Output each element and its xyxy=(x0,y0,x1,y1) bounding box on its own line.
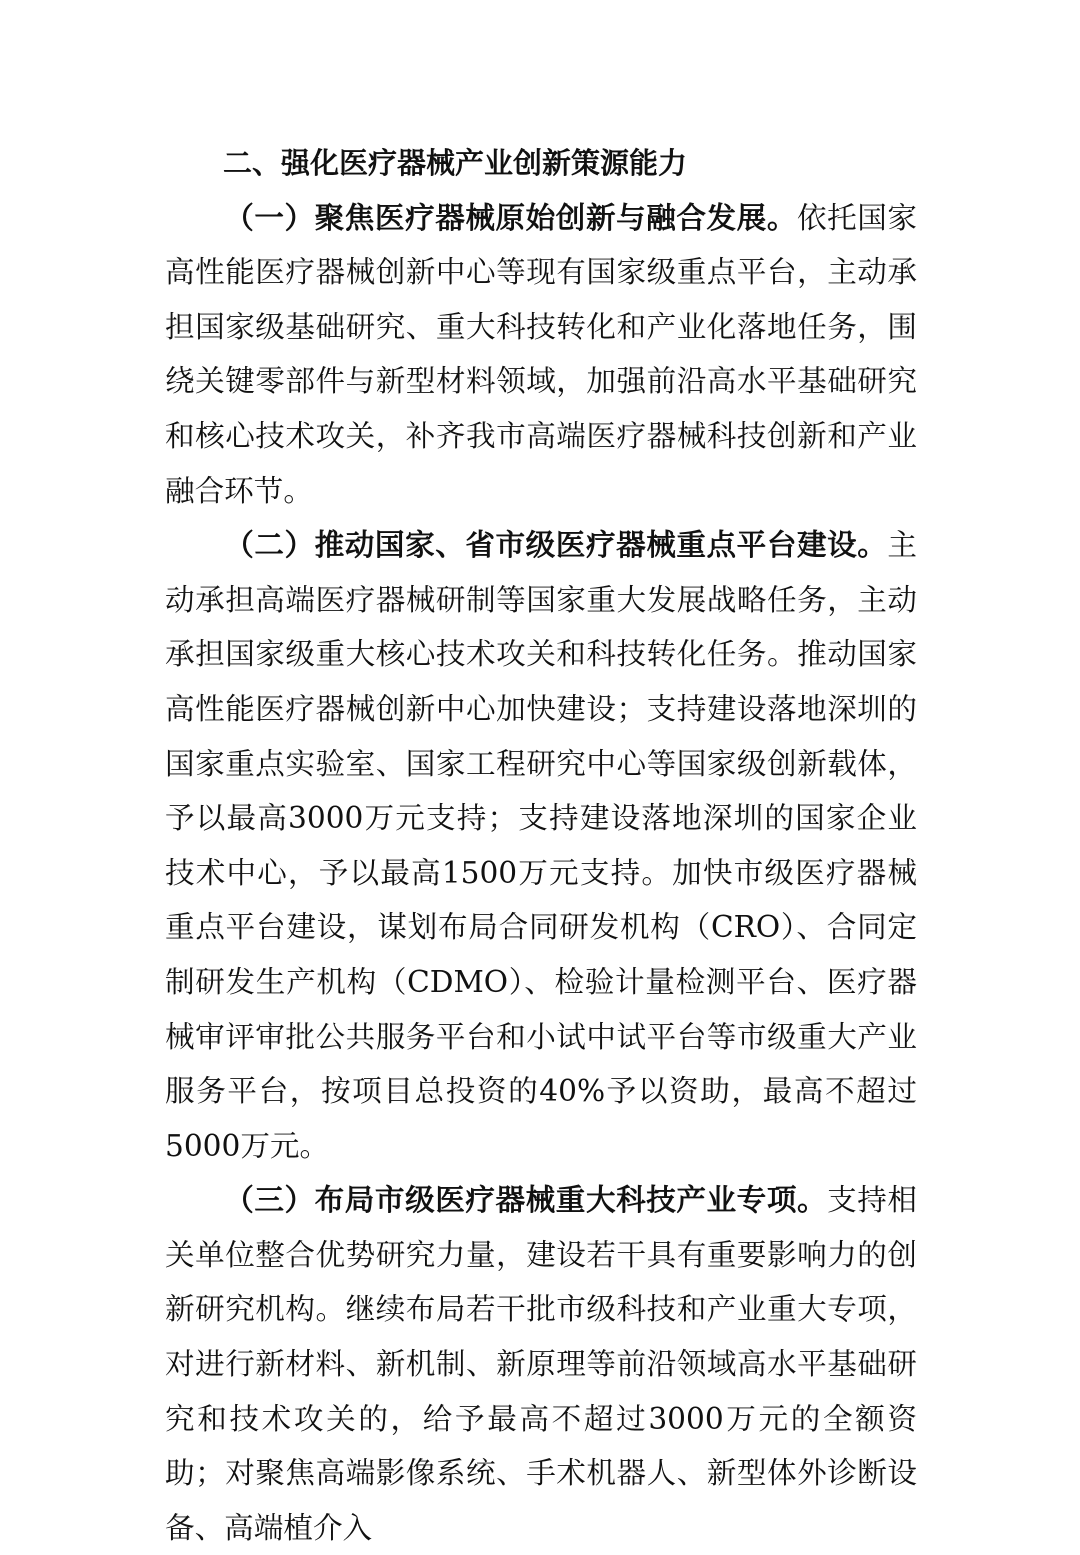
section-heading: 二、强化医疗器械产业创新策源能力 xyxy=(223,146,688,180)
paragraph-1 xyxy=(165,191,917,519)
paragraph-3-body: 支持相关单位整合优势研究力量，建设若干具有重要影响力的创新研究机构。继续布局若干批市级科技和产业重大专项，对进行新材料、新机制、新原理等前沿领域高水平基础研究和技术攻关的，给予最高不超过3000万元的全额资助；对聚焦高端影像系统、手术机器人、新型体外诊断设备、高端植介入 xyxy=(165,1183,918,1545)
paragraph-1-body: 依托国家高性能医疗器械创新中心等现有国家级重点平台，主动承担国家级基础研究、重大科技转化和产业化落地任务，围绕关键零部件与新型材料领域，加强前沿高水平基础研究和核心技术攻关，补齐我市高端医疗器械科技创新和产业融合环节。 xyxy=(165,200,918,508)
paragraph-3-lead: （三）布局市级医疗器械重大科技产业专项。 xyxy=(224,1182,828,1218)
paragraph-2 xyxy=(165,518,917,1173)
paragraph-2-lead: （二）推动国家、省市级医疗器械重点平台建设。 xyxy=(224,527,888,563)
document-page xyxy=(165,136,917,1555)
paragraph-3 xyxy=(165,1173,917,1555)
paragraph-1-lead: （一）聚焦医疗器械原始创新与融合发展。 xyxy=(224,199,797,235)
paragraph-2-body: 主动承担高端医疗器械研制等国家重大发展战略任务，主动承担国家级重大核心技术攻关和科技转化任务。推动国家高性能医疗器械创新中心加快建设；支持建设落地深圳的国家重点实验室、国家工程研究中心等国家级创新载体，予以最高3000万元支持；支持建设落地深圳的国家企业技术中心，予以最高1500万元支持。加快市级医疗器械重点平台建设，谋划布局合同研发机构（CRO）、合同定制研发生产机构（CDMO）、检验计量检测平台、医疗器械审评审批公共服务平台和小试中试平台等市级重大产业服务平台，按项目总投资的40%予以资助，最高不超过5000万元。 xyxy=(165,528,917,1163)
